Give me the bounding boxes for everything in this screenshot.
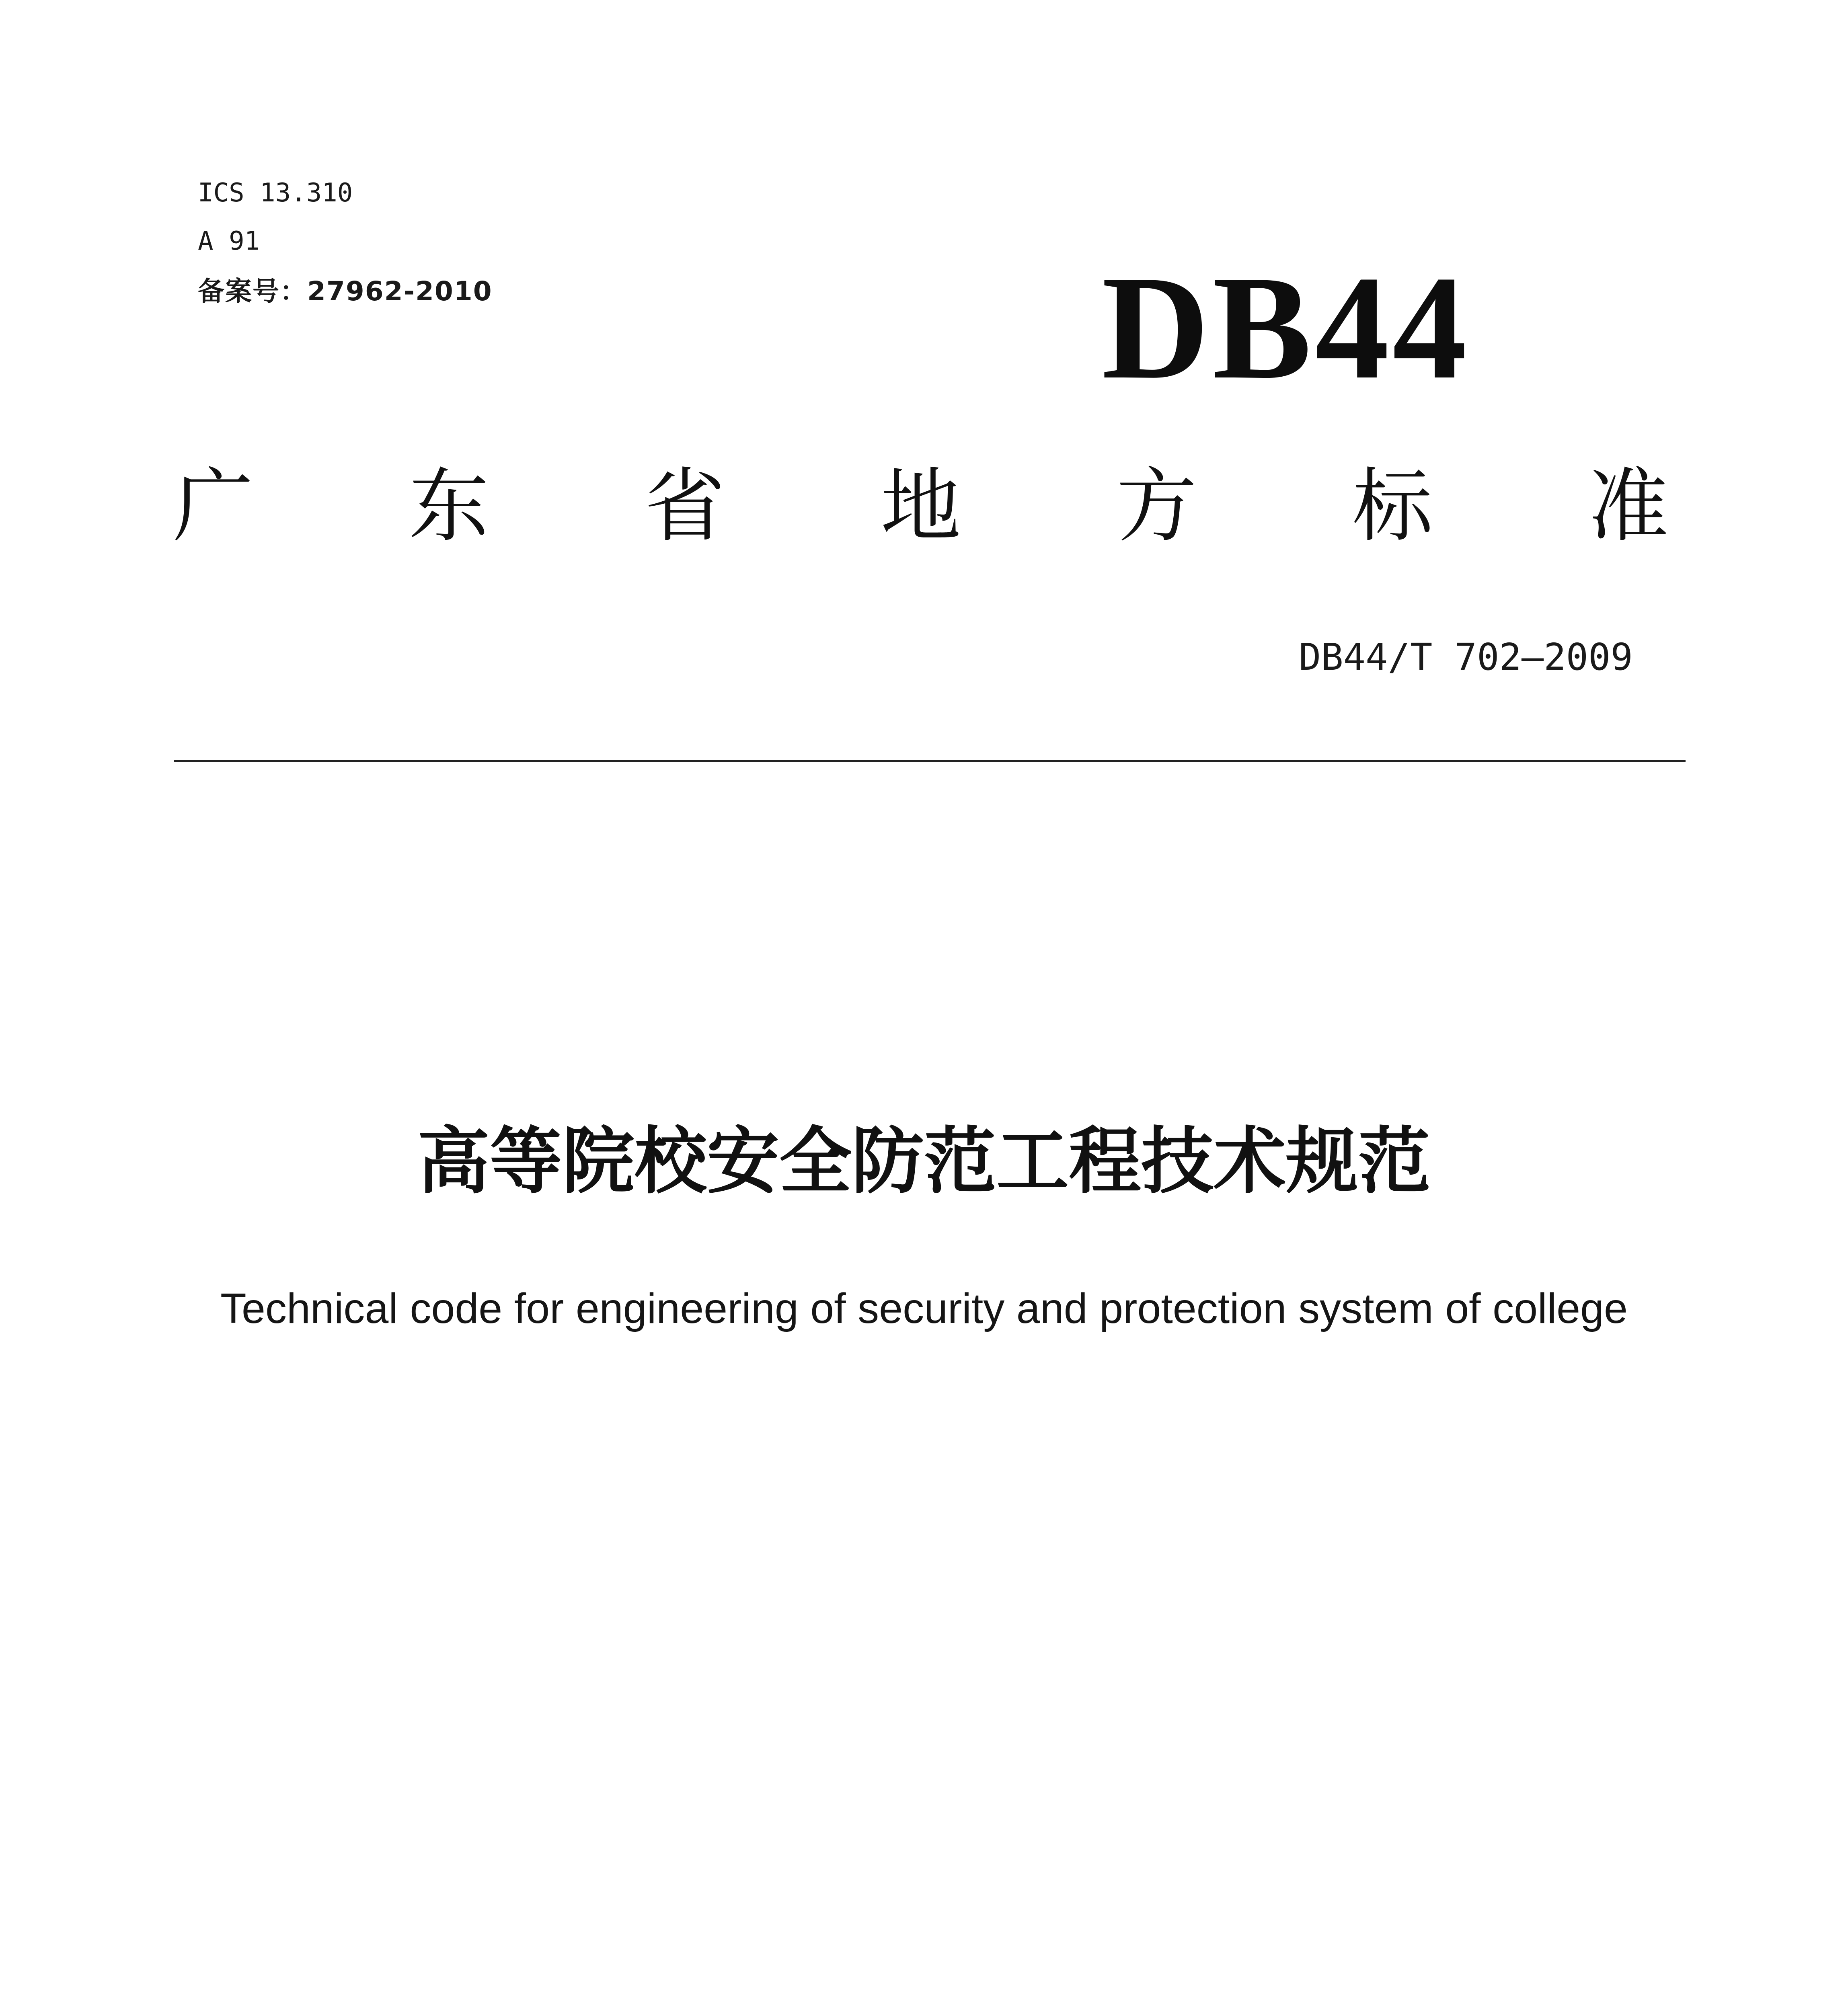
standard-type-char: 广 (173, 459, 254, 553)
ics-code: ICS 13.310 (198, 178, 353, 208)
standard-type-char: 东 (409, 459, 489, 553)
standard-code-large: DB44 (1102, 245, 1470, 410)
top-divider (174, 760, 1686, 762)
standard-type-heading (173, 460, 1669, 553)
standard-type-char: 方 (1116, 459, 1197, 553)
standard-type-char: 标 (1352, 459, 1433, 553)
standard-number: DB44/T 702—2009 (1299, 636, 1633, 679)
standard-type-char: 地 (880, 459, 961, 553)
standard-type-char: 准 (1588, 459, 1669, 553)
ccs-code: A 91 (198, 226, 260, 256)
standard-type-char: 省 (645, 459, 725, 553)
document-title-chinese: 高等院校安全防范工程技术规范 (417, 1120, 1431, 1204)
document-title-english: Technical code for engineering of security and protection system of college (220, 1285, 1628, 1332)
record-number: 备案号：27962-2010 (198, 276, 493, 307)
